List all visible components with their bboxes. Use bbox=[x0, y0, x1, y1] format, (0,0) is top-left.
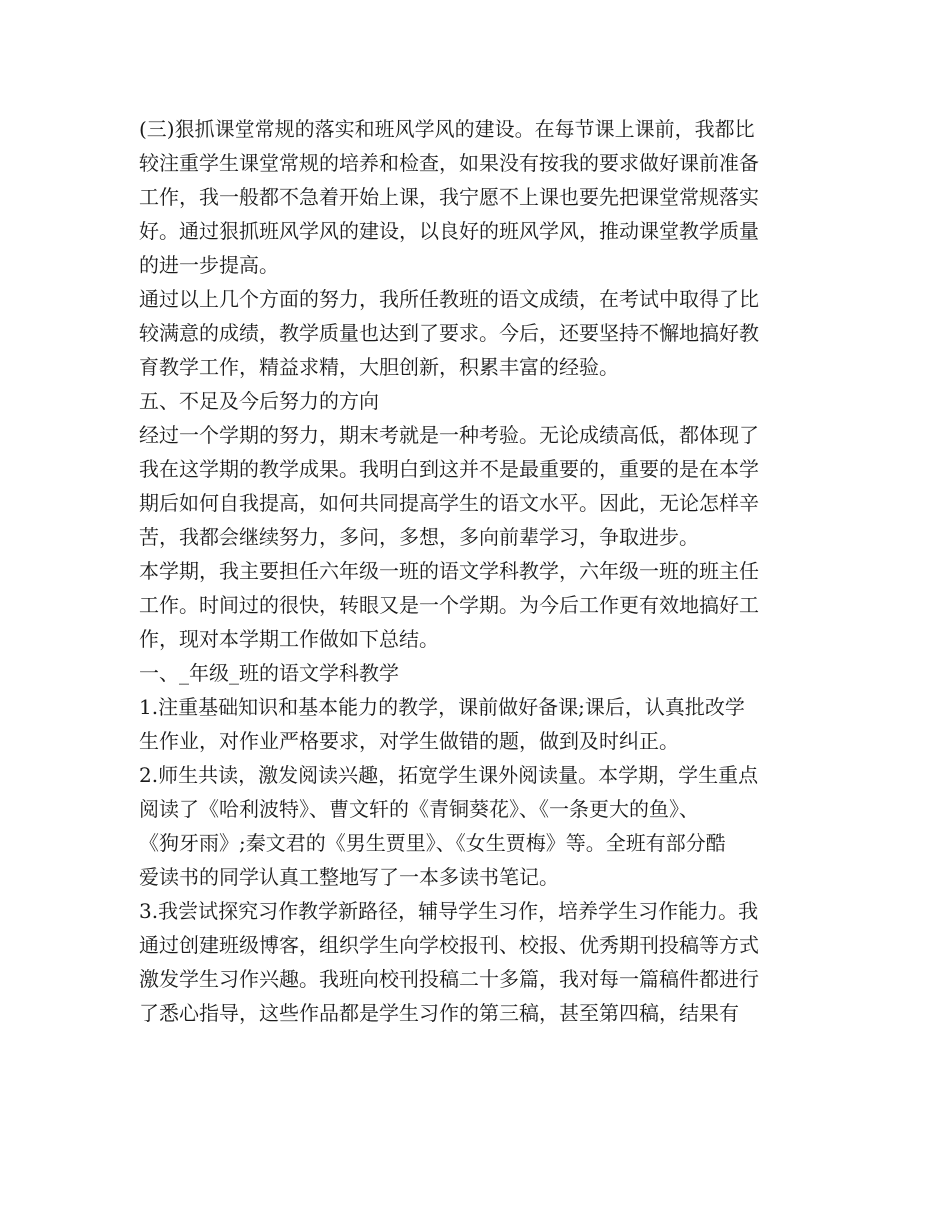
text-line: 了悉心指导，这些作品都是学生习作的第三稿，甚至第四稿，结果有 bbox=[139, 1001, 739, 1025]
text-line: 通过创建班级博客，组织学生向学校报刊、校报、优秀期刊投稿等方式 bbox=[139, 933, 759, 957]
text-line: (三)狠抓课堂常规的落实和班风学风的建设。在每节课上课前，我都比 bbox=[139, 117, 755, 141]
text-line: 2.师生共读，激发阅读兴趣，拓宽学生课外阅读量。本学期，学生重点 bbox=[139, 763, 759, 787]
text-line: 阅读了《哈利波特》、曹文轩的《青铜葵花》、《一条更大的鱼》、 bbox=[139, 797, 699, 821]
text-line: 工作。时间过的很快，转眼又是一个学期。为今后工作更有效地搞好工 bbox=[139, 593, 759, 617]
text-line: 工作，我一般都不急着开始上课，我宁愿不上课也要先把课堂常规落实 bbox=[139, 185, 759, 209]
text-line: 3.我尝试探究习作教学新路径，辅导学生习作，培养学生习作能力。我 bbox=[139, 899, 759, 923]
text-line: 好。通过狠抓班风学风的建设，以良好的班风学风，推动课堂教学质量 bbox=[139, 219, 759, 243]
text-line: 期后如何自我提高，如何共同提高学生的语文水平。因此，无论怎样辛 bbox=[139, 491, 759, 515]
text-line: 《狗牙雨》;秦文君的《男生贾里》、《女生贾梅》等。全班有部分酷 bbox=[139, 831, 726, 855]
text-line: 激发学生习作兴趣。我班向校刊投稿二十多篇，我对每一篇稿件都进行 bbox=[139, 967, 759, 991]
text-line: 经过一个学期的努力，期末考就是一种考验。无论成绩高低，都体现了 bbox=[139, 423, 759, 447]
text-line: 育教学工作，精益求精，大胆创新，积累丰富的经验。 bbox=[139, 355, 619, 379]
text-line: 较满意的成绩，教学质量也达到了要求。今后，还要坚持不懈地搞好教 bbox=[139, 321, 759, 345]
text-line: 生作业，对作业严格要求，对学生做错的题，做到及时纠正。 bbox=[139, 729, 679, 753]
text-line: 通过以上几个方面的努力，我所任教班的语文成绩，在考试中取得了比 bbox=[139, 287, 759, 311]
section-heading: 五、不足及今后努力的方向 bbox=[139, 389, 379, 413]
text-line: 的进一步提高。 bbox=[139, 253, 279, 277]
text-line: 较注重学生课堂常规的培养和检查，如果没有按我的要求做好课前准备 bbox=[139, 151, 759, 175]
text-line: 苦，我都会继续努力，多问，多想，多向前辈学习，争取进步。 bbox=[139, 525, 699, 549]
text-line: 本学期，我主要担任六年级一班的语文学科教学，六年级一班的班主任 bbox=[139, 559, 759, 583]
text-line: 作，现对本学期工作做如下总结。 bbox=[139, 627, 439, 651]
section-heading: 一、_年级_班的语文学科教学 bbox=[139, 661, 399, 685]
text-line: 爱读书的同学认真工整地写了一本多读书笔记。 bbox=[139, 865, 559, 889]
text-line: 1.注重基础知识和基本能力的教学，课前做好备课;课后，认真批改学 bbox=[139, 695, 745, 719]
text-line: 我在这学期的教学成果。我明白到这并不是最重要的，重要的是在本学 bbox=[139, 457, 759, 481]
document-body bbox=[139, 112, 819, 1030]
